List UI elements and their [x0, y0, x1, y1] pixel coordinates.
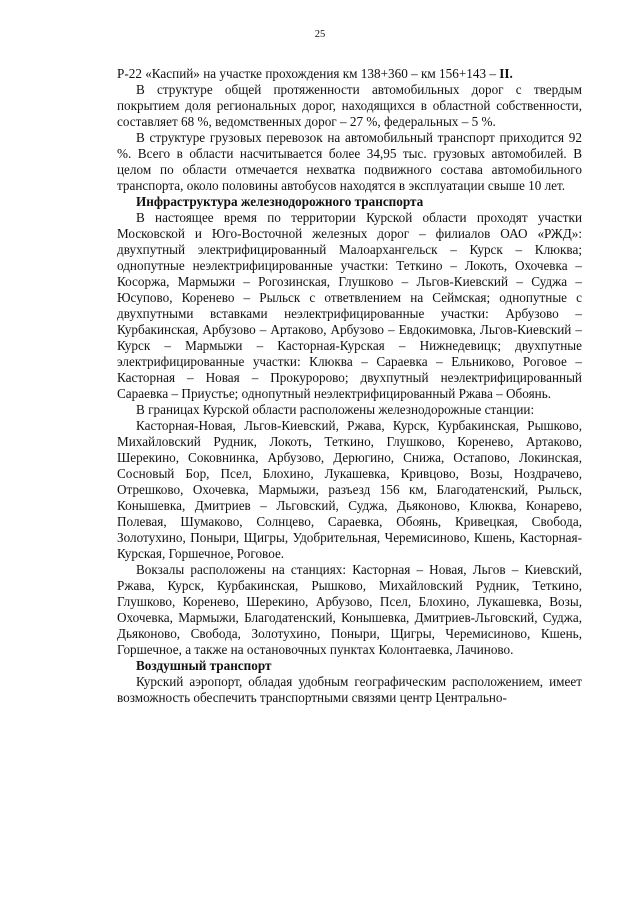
section-heading-air: Воздушный транспорт — [136, 658, 272, 673]
paragraph-road-r22 — [117, 66, 582, 82]
paragraph-road-structure: В структуре общей протяженности автомобильных дорог с твердым покрытием доля региональных дорог, находящихся в областной собственности, составляет 68 %, ведомственных дорог – 27 %, федеральных – 5 %. — [117, 82, 582, 129]
document-body — [117, 66, 582, 706]
paragraph-railway-lines: В настоящее время по территории Курской области проходят участки Московской и Юго-Восточной железных дорог – филиалов ОАО «РЖД»: двухпутный электрифицированный Малоархангельск – Курск – Клюква; однопутные неэлектрифицированные участки: Теткино – Локоть, Охочевка – Косоржа, Мармыжи – Рогозинская, Глушково – Льгов-Киевский – Суджа – Юсупово, Коренево – Рыльск с ответвлением на Сеймская; однопутные с двухпутными вставками неэлектрифицированные участки: Арбузово – Курбакинская, Арбузово – Артаково, Арбузово – Евдокимовка, Льгов-Киевский – Курск – Мармыжи – Касторная-Курская – Нижнедевицк; двухпутные электрифицированные участки: Клюква – Сараевка – Ельниково, Роговое – Касторная – Новая – Прокуророво; двухпутный неэлектрифицированный Сараевка – Приустье; однопутный неэлектрифицированный Ржава – Обоянь. — [117, 210, 582, 401]
paragraph-airport: Курский аэропорт, обладая удобным географическим расположением, имеет возможность обеспечить транспортными связями центр Центрально- — [117, 674, 582, 705]
paragraph-stations-intro: В границах Курской области расположены железнодорожные станции: — [136, 402, 535, 417]
paragraph-freight: В структуре грузовых перевозок на автомобильный транспорт приходится 92 %. Всего в области насчитывается более 34,95 тыс. грузовых автомобилей. В целом по области отмечается нехватка подвижного состава автомобильного транспорта, около половины автобусов находятся в эксплуатации свыше 10 лет. — [117, 130, 582, 193]
page-number: 25 — [314, 29, 326, 40]
paragraph-terminals: Вокзалы расположены на станциях: Касторная – Новая, Льгов – Киевский, Ржава, Курск, Курбакинская, Рышково, Михайловский Рудник, Теткино, Глушково, Коренево, Шерекино, Арбузово, Псел, Блохино, Лукашевка, Возы, Охочевка, Мармыжи, Благодатенский, Конышевка, Дмитриев-Льговский, Суджа, Дьяконово, Свобода, Золотухино, Поныри, Щигры, Черемисиново, Кшень, Горшечное, а также на остановочных пунктах Колонтаевка, Лачиново. — [117, 562, 582, 657]
paragraph-stations-list: Касторная-Новая, Льгов-Киевский, Ржава, Курск, Курбакинская, Рышково, Михайловский Рудник, Локоть, Теткино, Глушково, Коренево, Артаково, Шерекино, Соковнинка, Арбузово, Дерюгино, Снижа, Остапово, Локинская, Сосновый Бор, Псел, Блохино, Лукашевка, Кривцово, Возы, Ноздрачево, Отрешково, Охочевка, Мармыжи, разъезд 156 км, Благодатенский, Рыльск, Конышевка, Дмитриев – Льговский, Суджа, Дьяконово, Клюква, Конарево, Полевая, Шумаково, Солнцево, Сараевка, Обоянь, Кривецкая, Свобода, Золотухино, Поныри, Щигры, Удобрительная, Черемисиново, Кшень, Касторная-Курская, Горшечное, Роговое. — [117, 418, 582, 561]
category-label: II. — [499, 66, 513, 81]
paragraph-text: Р-22 «Каспий» на участке прохождения км 138+360 – км 156+143 – — [117, 66, 500, 81]
section-heading-railway: Инфраструктура железнодорожного транспорта — [136, 194, 424, 209]
